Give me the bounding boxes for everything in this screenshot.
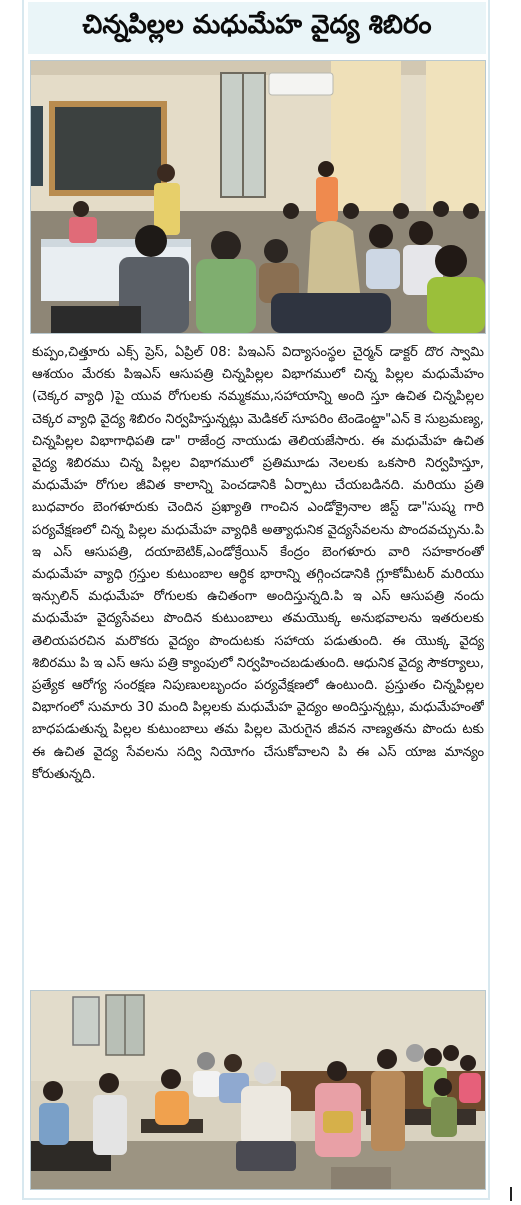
classroom-photo (30, 60, 486, 334)
headline: చిన్నపిల్లల మధుమేహ వైద్య శిబిరం (28, 2, 486, 54)
newspaper-clipping (22, 0, 490, 1200)
edge-mark (510, 1187, 512, 1201)
article-body (32, 342, 484, 982)
group-photo (30, 990, 486, 1190)
group-photo-illustration (31, 991, 485, 1189)
article-paragraph: కుప్పం,చిత్తూరు ఎక్స్ ప్రెస్, ఏప్రిల్ 08: పిఇఎస్ విద్యాసంస్థల చైర్మన్ డాక్టర్ దొర స్వామి ఆశయం మేరకు పిఇఎస్ ఆసుపత్రి చిన్నపిల్లల విభాగములో చిన్న పిల్లల మధుమేహం (చెక్కర వ్యాధి )పై యువ రోగులకు నమ్మకము,సహాయాన్ని అంది స్తూ ఉచిత చిన్నపిల్లల చెక్కర వ్యాధి వైద్య శిబిరం నిర్వహిస్తున్నట్లు మెడికల్ సూపరిం టెండెంట్డా"ఎన్ కె సుబ్రమణ్య, చిన్నపిల్లల విభాగాధిపతి డా" రాజేంద్ర నాయుడు తెలియజేసారు. ఈ మధుమేహ ఉచిత వైద్య శిబిరము చిన్న పిల్లల విభాగములో ప్రతిమూడు నెలలకు ఒకసారి నిర్వహిస్తూ, మధుమేహ రోగుల జీవిత కాలాన్ని పెంచడానికి ఏర్పాటు చేయబడినది. మరియు ప్రతి బుధవారం బెంగళూరుకు చెందిన ప్రఖ్యాతి గాంచిన ఎండోక్రైనాల జిస్ట్ డా"సుష్మ గారి పర్యవేక్షణలో చిన్న పిల్లల మధుమేహ వ్యాధికి అత్యాధునిక వైద్యసేవలను పొందవచ్చును.పి ఇ ఎస్ ఆసుపత్రి, దయాబెటిక్,ఎండోక్రేయిన్ కేంద్రం బెంగళూరు వారి సహకారంతో మధుమేహ వ్యాధి గ్రస్తుల కుటుంబాల ఆర్థిక భారాన్ని తగ్గించడానికి గ్లూకోమీటర్ మరియు ఇన్సులిన్ మధుమేహ రోగులకు ఉచితంగా అందిస్తున్నది.పి ఇ ఎస్ ఆసుపత్రి నందు మధుమేహ వైద్యసేవలు పొందిన కుటుంబాలు తమయొక్క అనుభవాలను ఇతరులకు తెలియపరచిన మరొకరు వైద్యం పొందుటకు సహాయ పడుతుంది. ఈ యొక్క వైద్య శిబిరము పి ఇ ఎస్ ఆసు పత్రి క్యాంపులో నిర్వహించబడుతుంది. ఆధునిక వైద్య సౌకర్యాలు, ప్రత్యేక ఆరోగ్య సంరక్షణ నిపుణులబృందం పర్యవేక్షణలో ఉంటుంది. ప్రస్తుతం చిన్నపిల్లల విభాగంలో సుమారు 30 మంది పిల్లలకు మధుమేహ వైద్యం అందిస్తున్నట్లు, మధుమేహంతో బాధపడుతున్న పిల్లల కుటుంబాలు తమ పిల్లల మెరుగైన జీవన నాణ్యతను పొందు టకు ఈ ఉచిత వైద్య సేవలను సద్వి నియోగం చేసుకోవాలని పి ఈ ఎస్ యాజ మాన్యం కోరుతున్నది. (32, 345, 484, 782)
classroom-photo-illustration (31, 61, 485, 333)
